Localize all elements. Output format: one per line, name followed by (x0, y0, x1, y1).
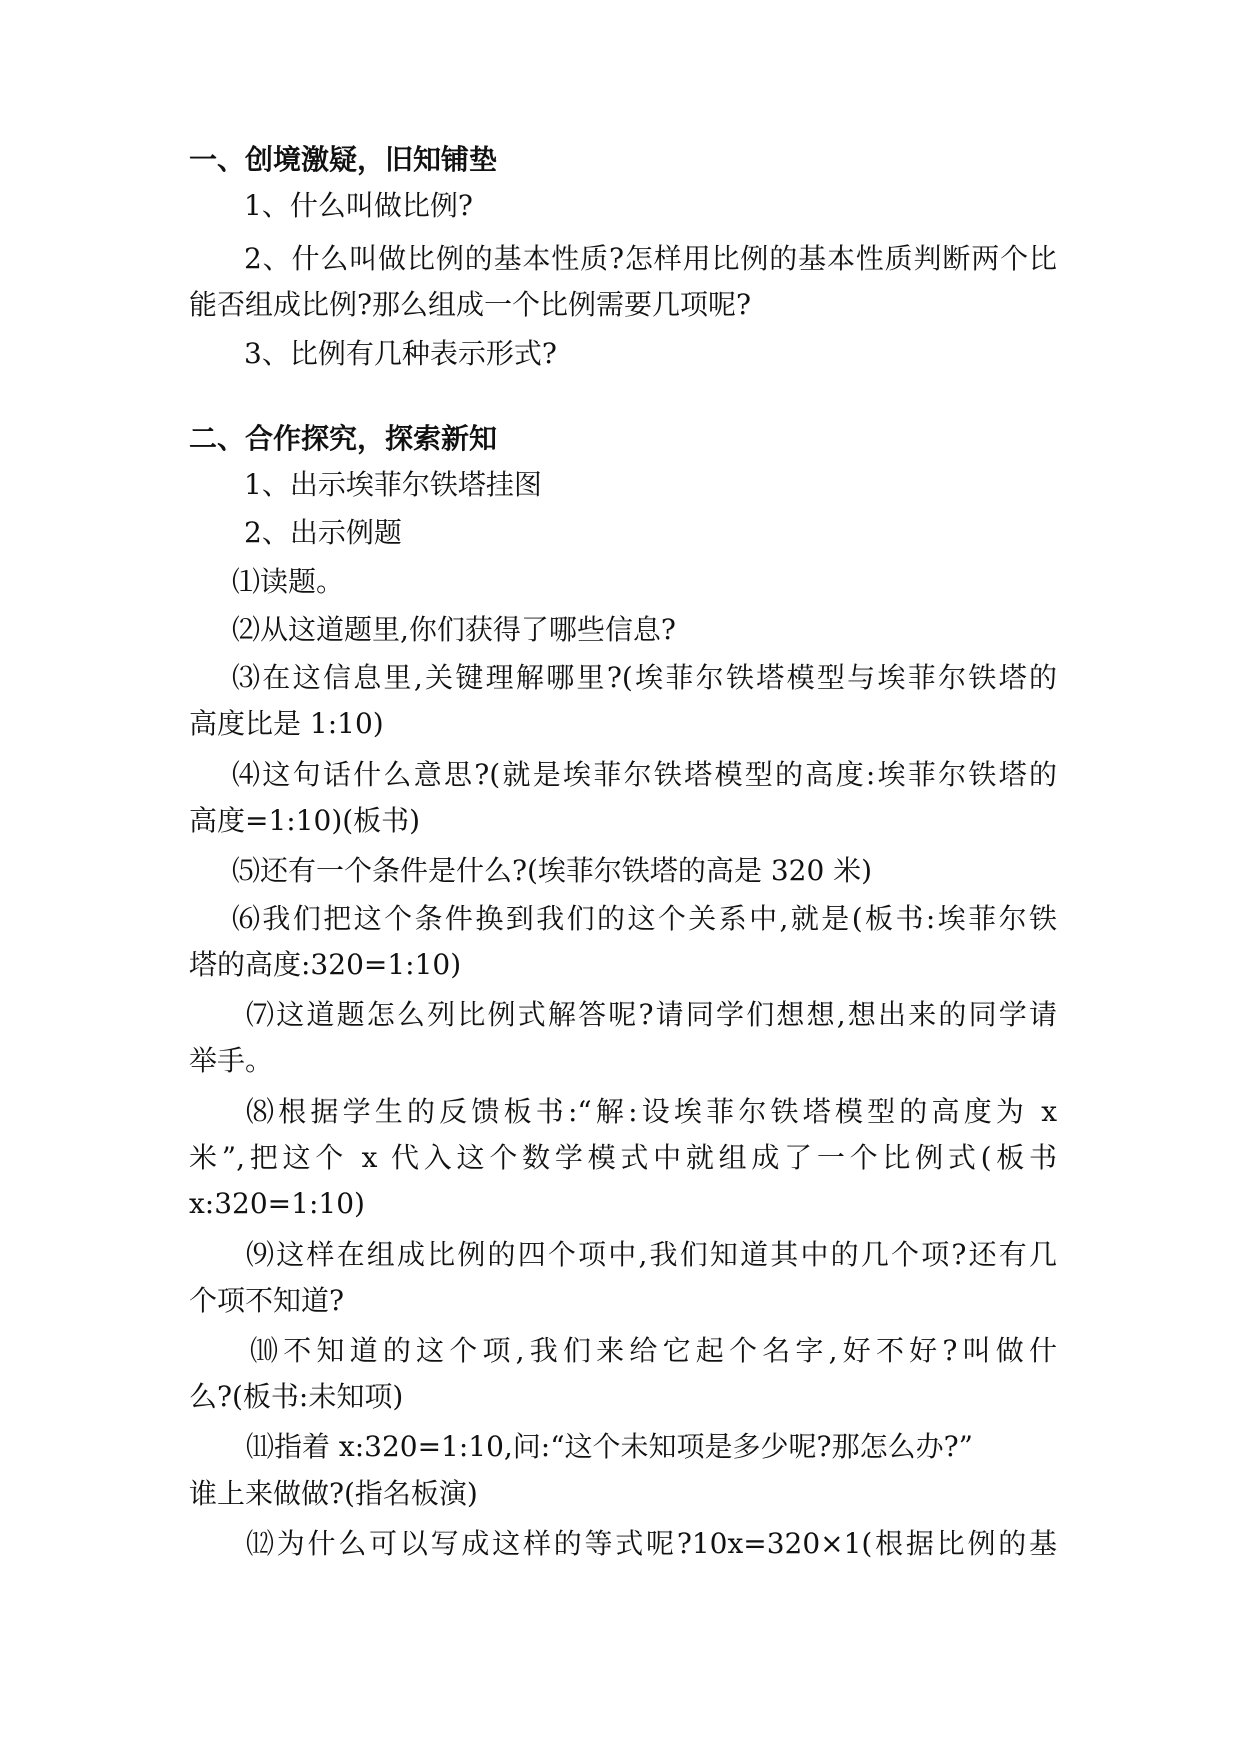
paragraph-line: ⑾指着 x:320=1:10,问:“这个未知项是多少呢?那怎么办?” (246, 1430, 973, 1463)
paragraph-line: ⑴读题。 (232, 565, 345, 598)
paragraph-line: 能否组成比例?那么组成一个比例需要几项呢? (189, 288, 752, 321)
paragraph-line: ⑻根据学生的反馈板书:“解:设埃菲尔铁塔模型的高度为 x (246, 1095, 1057, 1128)
paragraph-line: 谁上来做做?(指名板演) (189, 1477, 478, 1510)
paragraph-line: 塔的高度:320=1:10) (189, 948, 462, 981)
paragraph-line: x:320=1:10) (189, 1187, 365, 1220)
paragraph-line: ⑿为什么可以写成这样的等式呢?10x=320×1(根据比例的基 (246, 1527, 1057, 1560)
section-heading-2: 二、合作探究，探索新知 (189, 422, 498, 455)
paragraph-line: 2、出示例题 (244, 516, 402, 549)
paragraph-line: 3、比例有几种表示形式? (244, 337, 557, 370)
paragraph-line: 么?(板书:未知项) (189, 1380, 404, 1413)
paragraph-line: 高度=1:10)(板书) (189, 804, 421, 837)
paragraph-line: ⑵从这道题里,你们获得了哪些信息? (232, 613, 676, 646)
paragraph-line: ⑹我们把这个条件换到我们的这个关系中,就是(板书:埃菲尔铁 (232, 902, 1057, 935)
paragraph-line: ⑶在这信息里,关键理解哪里?(埃菲尔铁塔模型与埃菲尔铁塔的 (232, 661, 1057, 694)
paragraph-line: 1、什么叫做比例? (244, 189, 473, 222)
paragraph-line: ⑼这样在组成比例的四个项中,我们知道其中的几个项?还有几 (246, 1238, 1057, 1271)
paragraph-line: 个项不知道? (189, 1284, 345, 1317)
paragraph-line: 2、什么叫做比例的基本性质?怎样用比例的基本性质判断两个比 (244, 242, 1057, 275)
paragraph-line: 高度比是 1:10) (189, 707, 384, 740)
paragraph-line: ⑺这道题怎么列比例式解答呢?请同学们想想,想出来的同学请 (246, 998, 1057, 1031)
paragraph-line: 米”,把这个 x 代入这个数学模式中就组成了一个比例式(板书 (189, 1141, 1057, 1174)
paragraph-line: 举手。 (189, 1044, 274, 1077)
paragraph-line: ⑷这句话什么意思?(就是埃菲尔铁塔模型的高度:埃菲尔铁塔的 (232, 758, 1057, 791)
section-heading-1: 一、创境激疑，旧知铺垫 (189, 143, 498, 176)
paragraph-line: ⑸还有一个条件是什么?(埃菲尔铁塔的高是 320 米) (232, 854, 873, 887)
paragraph-line: 1、出示埃菲尔铁塔挂图 (244, 468, 542, 501)
paragraph-line: ⑽不知道的这个项,我们来给它起个名字,好不好?叫做什 (250, 1334, 1057, 1367)
